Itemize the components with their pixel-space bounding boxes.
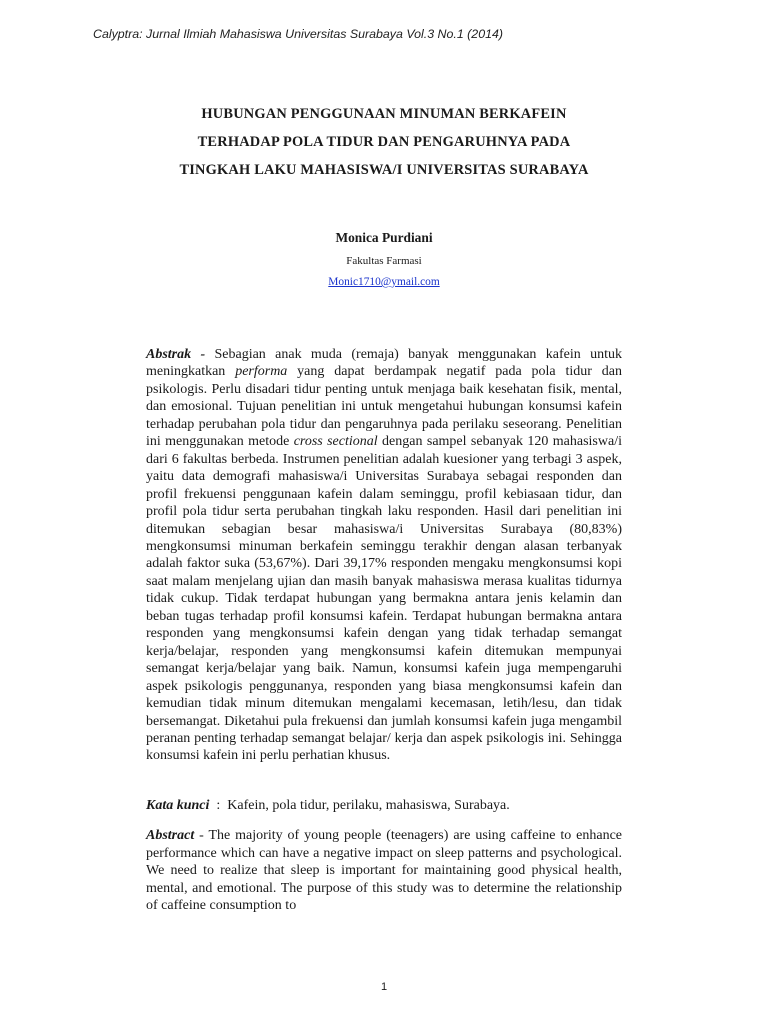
kata-kunci-text: Kafein, pola tidur, perilaku, mahasiswa, Surabaya. [227, 798, 510, 813]
abstrak-paragraph [146, 346, 622, 765]
kata-kunci-separator: : [209, 798, 228, 813]
running-header: Calyptra: Jurnal Ilmiah Mahasiswa Universitas Surabaya Vol.3 No.1 (2014) [93, 27, 503, 41]
author-name: Monica Purdiani [335, 230, 433, 245]
author-affiliation: Fakultas Farmasi [346, 255, 422, 267]
abstrak-term-cross-sectional: cross sectional [293, 434, 378, 450]
author-email-link[interactable]: Monic1710@ymail.com [328, 276, 440, 288]
abstrak-text-1: Sebagian anak muda (remaja) banyak menggunakan kafein untuk meningkatkan [146, 347, 622, 380]
author-email-container [0, 276, 768, 288]
abstrak-text-2: yang dapat berdampak negatif pada pola tidur dan psikologis. Perlu disadari tidur penting untuk menjaga baik kesehatan fisik, mental, dan emosional. Tujuan penelitian ini untuk mengetahui hubungan konsumsi kafein terhadap perubahan pola tidur dan pengaruhnya pada perilaku seseorang. Penelitian ini menggunakan metode [146, 364, 623, 450]
abstract-en-text: - The majority of young people (teenagers) are using caffeine to enhance performance which can have a negative impact on sleep patterns and psychological. We need to realize that sleep is important for maintaining good physical health, mental, and emotional. The purpose of this study was to determine the relationship of caffeine consumption to [146, 828, 622, 914]
title-line-2: TERHADAP POLA TIDUR DAN PENGARUHNYA PADA [197, 134, 571, 150]
title-line-3: TINGKAH LAKU MAHASISWA/I UNIVERSITAS SURABAYA [179, 162, 589, 178]
title-line-1: HUBUNGAN PENGGUNAAN MINUMAN BERKAFEIN [201, 106, 567, 122]
page-number: 1 [380, 981, 388, 993]
kata-kunci-label: Kata kunci [146, 798, 210, 813]
abstrak-label: Abstrak - [146, 347, 206, 362]
abstrak-text-3: dengan sampel sebanyak 120 mahasiswa/i dari 6 fakultas berbeda. Instrumen penelitian adalah kuesioner yang terbagi 3 aspek, yaitu data demografi mahasiswa/i Universitas Surabaya sebagai responden dan profil frekuensi penggunaan kafein dalam seminggu, profil kebiasaan tidur, dan profil pola tidur serta perubahan tingkah laku responden. Hasil dari penelitian ini ditemukan sebagian besar mahasiswa/i Universitas Surabaya (80,83%) mengkonsumsi minuman berkafein seminggu terakhir dengan alasan terbanyak adalah faktor suka (53,67%). Dari 39,17% responden mengaku mengkonsumsi kopi saat malam menjelang ujian dan masih banyak mahasiswa merasa kualitas tidurnya tidak cukup. Tidak terdapat hubungan yang bermakna antara jenis kelamin dan beban tugas terhadap profil konsumsi kafein. Terdapat hubungan bermakna antara responden yang mengkonsumsi kafein dengan yang tidak terhadap semangat kerja/belajar, responden yang mengkonsumsi kafein ditemukan mempunyai semangat kerja/belajar yang baik. Namun, konsumsi kafein juga mempengaruhi aspek psikologis penggunanya, responden yang biasa mengkonsumsi kafein dan kemudian tidak minum ditemukan mengalami kecemasan, letih/lesu, dan tidak bersemangat. Diketahui pula frekuensi dan jumlah konsumsi kafein juga mengambil peranan penting terhadap semangat belajar/ kerja dan aspek psikologis ini. Sehingga konsumsi kafein ini perlu perhatian khusus. [146, 434, 622, 764]
abstract-en-paragraph [146, 827, 622, 915]
abstrak-term-performa: performa [235, 364, 288, 380]
paper-title [0, 100, 768, 184]
abstract-en-label: Abstract [146, 828, 195, 843]
kata-kunci-line [146, 797, 622, 815]
